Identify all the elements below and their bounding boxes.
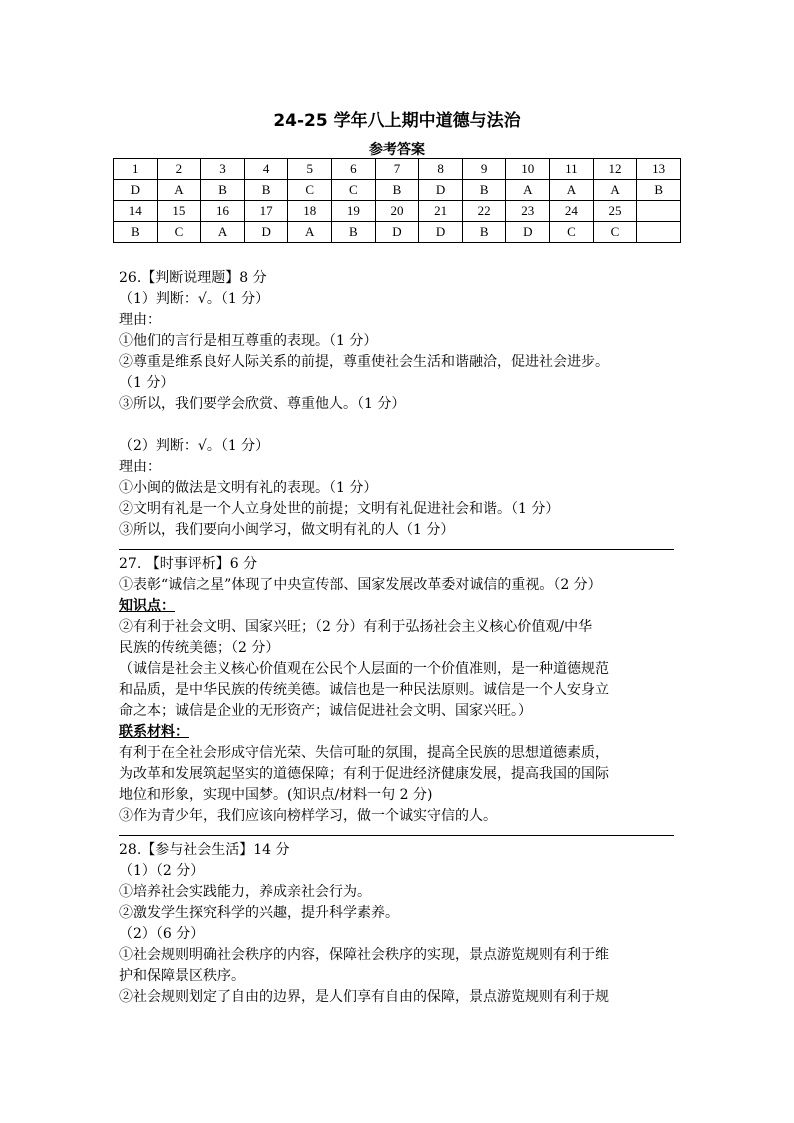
q26-part1-judgement: （1）判断：√。（1 分） (119, 291, 270, 307)
q27-material-label: 联系材料： (119, 724, 189, 740)
q27-line-2: ②有利于社会文明、国家兴旺；（2 分）有利于弘扬社会主义核心价值观/中华 (119, 619, 593, 635)
q26-part1-reason-1: ①他们的言行是相互尊重的表现。（1 分） (119, 333, 378, 349)
page-subtitle: 参考答案 (369, 142, 425, 158)
answer-table-cell: 1 (114, 159, 158, 180)
q26-part2-reason-3: ③所以，我们要向小闽学习，做文明有礼的人（1 分） (119, 522, 455, 538)
answer-table-cell: 15 (157, 201, 201, 222)
answer-table-cell: A (157, 180, 201, 201)
q27-line-3-cont: 和品质，是中华民族的传统美德。诚信也是一种民法原则。诚信是一个人安身立 (119, 682, 609, 698)
answer-table-row (114, 222, 681, 243)
q27-line-2-cont: 民族的传统美德；（2 分） (119, 640, 280, 656)
q28-part2-a-cont: 护和保障景区秩序。 (119, 968, 245, 984)
answer-table-cell: 12 (593, 159, 637, 180)
answer-table-cell: A (593, 180, 637, 201)
q27-heading: 27. 【时事评析】6 分 (119, 556, 258, 572)
q28-part1-b: ②激发学生探究科学的兴趣，提升科学素养。 (119, 905, 399, 921)
answer-table-cell: 10 (506, 159, 550, 180)
answer-content (119, 268, 679, 1008)
answer-table-cell: 24 (550, 201, 594, 222)
q27-line-4-cont2: 地位和形象，实现中国梦。(知识点/材料一句 2 分) (119, 787, 433, 803)
answer-table-cell: B (201, 180, 245, 201)
q26-part2-reason-2: ②文明有礼是一个人立身处世的前提；文明有礼促进社会和谐。（1 分） (119, 501, 560, 517)
answer-table-cell: D (375, 222, 419, 243)
answer-table-cell: 4 (244, 159, 288, 180)
section-divider (119, 549, 674, 550)
answer-table-row (114, 201, 681, 222)
answer-table-cell: D (419, 222, 463, 243)
answer-table-cell: 25 (593, 201, 637, 222)
answer-table-cell: B (244, 180, 288, 201)
answer-table-cell: 9 (462, 159, 506, 180)
answer-table-cell: C (288, 180, 332, 201)
answer-table-cell (637, 201, 681, 222)
answer-table-cell: 20 (375, 201, 419, 222)
q27-line-5: ③作为青少年，我们应该向榜样学习，做一个诚实守信的人。 (119, 808, 497, 824)
q26-part1-reason-3: ③所以，我们要学会欣赏、尊重他人。（1 分） (119, 396, 406, 412)
q26-part2-judgement: （2）判断：√。（1 分） (119, 438, 270, 454)
answer-table-cell: D (244, 222, 288, 243)
q28-part2-a: ①社会规则明确社会秩序的内容，保障社会秩序的实现，景点游览规则有利于维 (119, 947, 609, 963)
answer-table (113, 158, 681, 243)
answer-table-cell: C (550, 222, 594, 243)
answer-table-cell: 21 (419, 201, 463, 222)
answer-table-cell: 23 (506, 201, 550, 222)
answer-table-row (114, 180, 681, 201)
q27-line-4: 有利于在全社会形成守信光荣、失信可耻的氛围，提高全民族的思想道德素质， (119, 745, 609, 761)
answer-table-cell: 18 (288, 201, 332, 222)
answer-table-cell: A (288, 222, 332, 243)
answer-table-cell: B (462, 180, 506, 201)
answer-table-cell: B (332, 222, 376, 243)
q26-part2-reason-1: ①小闽的做法是文明有礼的表现。（1 分） (119, 480, 378, 496)
answer-table-cell: C (157, 222, 201, 243)
q27-line-4-cont: 为改革和发展筑起坚实的道德保障；有利于促进经济健康发展，提高我国的国际 (119, 766, 609, 782)
q27-line-3: （诚信是社会主义核心价值观在公民个人层面的一个价值准则，是一种道德规范 (119, 661, 609, 677)
answer-table-cell: B (462, 222, 506, 243)
answer-table-cell: D (419, 180, 463, 201)
q27-knowledge-label: 知识点： (119, 598, 175, 614)
section-divider (119, 835, 674, 836)
answer-table-cell: 11 (550, 159, 594, 180)
answer-table-cell: 17 (244, 201, 288, 222)
answer-table-cell: B (114, 222, 158, 243)
q27-line-1: ①表彰“诚信之星”体现了中央宣传部、国家发展改革委对诚信的重视。（2 分） (119, 577, 602, 593)
q28-part2-b: ②社会规则划定了自由的边界，是人们享有自由的保障，景点游览规则有利于规 (119, 989, 609, 1005)
answer-table-cell: D (114, 180, 158, 201)
answer-table-cell: B (637, 180, 681, 201)
answer-table-cell: 5 (288, 159, 332, 180)
answer-table-cell: 13 (637, 159, 681, 180)
answer-table-cell: 3 (201, 159, 245, 180)
answer-table-cell: D (506, 222, 550, 243)
answer-table-cell: 8 (419, 159, 463, 180)
answer-table-cell (637, 222, 681, 243)
q26-part1-reason-2-cont: （1 分） (119, 375, 175, 391)
q26-heading: 26.【判断说理题】8 分 (119, 270, 267, 286)
answer-table-cell: 19 (332, 201, 376, 222)
q28-heading: 28.【参与社会生活】14 分 (119, 842, 290, 858)
answer-table-cell: A (201, 222, 245, 243)
q26-part1-reason-2: ②尊重是维系良好人际关系的前提，尊重使社会生活和谐融洽，促进社会进步。 (119, 354, 609, 370)
answer-table-cell: C (593, 222, 637, 243)
answer-table-cell: B (375, 180, 419, 201)
answer-table-cell: 2 (157, 159, 201, 180)
answer-table-cell: A (506, 180, 550, 201)
answer-table-cell: A (550, 180, 594, 201)
answer-table-cell: 22 (462, 201, 506, 222)
q28-part1-a: ①培养社会实践能力，养成亲社会行为。 (119, 884, 371, 900)
answer-table-row (114, 159, 681, 180)
q26-part1-reason-label: 理由： (119, 312, 161, 328)
answer-table-cell: 7 (375, 159, 419, 180)
answer-table-cell: 14 (114, 201, 158, 222)
q28-part2: （2）（6 分） (119, 926, 205, 942)
answer-table-cell: C (332, 180, 376, 201)
page-title: 24-25 学年八上期中道德与法治 (273, 111, 521, 131)
answer-table-cell: 6 (332, 159, 376, 180)
answer-table-cell: 16 (201, 201, 245, 222)
q28-part1: （1）（2 分） (119, 863, 205, 879)
q26-part2-reason-label: 理由： (119, 459, 161, 475)
q27-line-3-cont2: 命之本；诚信是企业的无形资产；诚信促进社会文明、国家兴旺。） (119, 703, 532, 719)
